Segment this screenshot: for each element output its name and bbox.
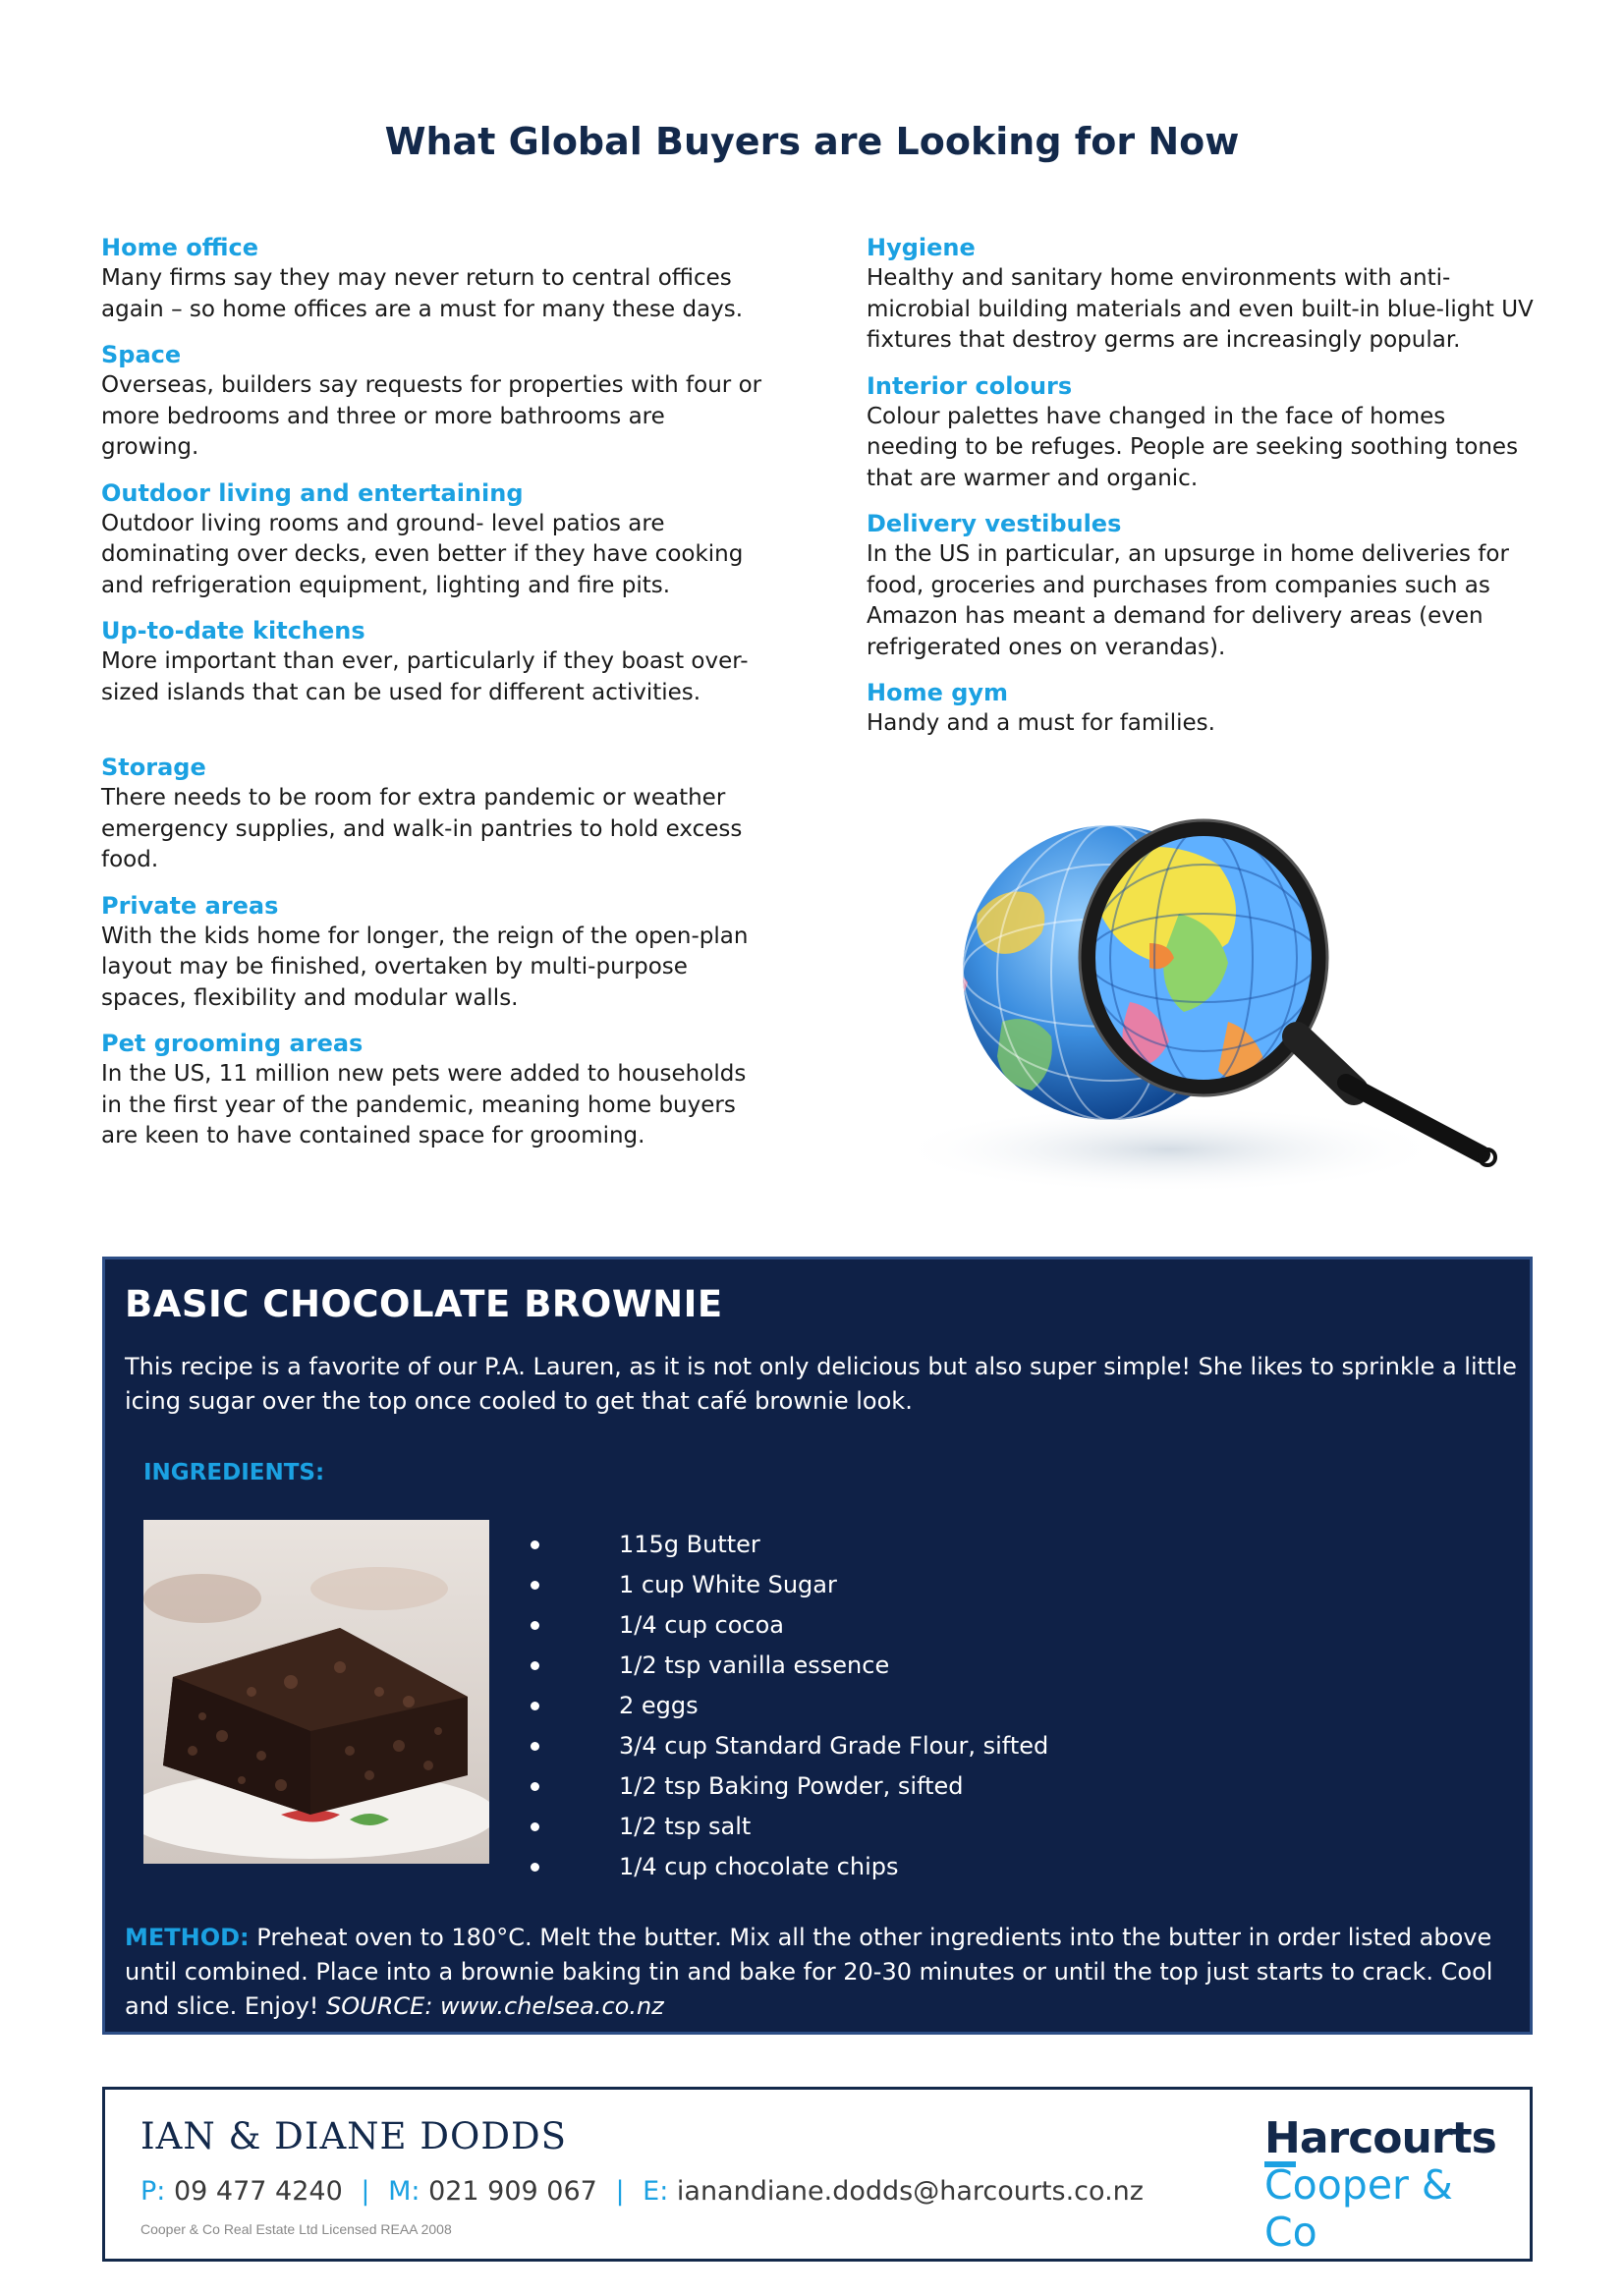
license-text: Cooper & Co Real Estate Ltd Licensed REAA 2008 (140, 2221, 452, 2237)
separator: | (361, 2176, 370, 2207)
email-label: E: (643, 2176, 669, 2207)
mobile-number[interactable]: 021 909 067 (428, 2176, 597, 2207)
bullet-icon (531, 1540, 539, 1549)
contact-line (140, 2176, 1144, 2207)
feature-item (101, 752, 769, 876)
ingredient-text: 115g Butter (619, 1531, 760, 1558)
feature-heading: Delivery vestibules (867, 510, 1122, 537)
bullet-icon (531, 1782, 539, 1791)
ingredient-item (531, 1565, 1048, 1605)
feature-item (867, 508, 1535, 663)
bullet-icon (531, 1661, 539, 1670)
feature-heading: Up-to-date kitchens (101, 617, 365, 644)
bullet-icon (531, 1822, 539, 1831)
ingredient-item (531, 1726, 1048, 1766)
ingredient-item (531, 1605, 1048, 1646)
recipe-method (125, 1921, 1525, 2024)
feature-text: In the US, 11 million new pets were added to households in the first year of the pandemic, meaning home buyers are keen to have contained space for grooming. (101, 1061, 747, 1148)
spacer (101, 722, 769, 752)
harcourts-logo (1264, 2113, 1510, 2256)
feature-item (101, 890, 769, 1015)
feature-text: Many firms say they may never return to central offices again – so home offices are a must for many these days. (101, 265, 744, 322)
feature-text: Colour palettes have changed in the face of homes needing to be refuges. People are seeking soothing tones that are warmer and organic. (867, 403, 1519, 491)
feature-heading: Home gym (867, 679, 1009, 706)
page-title: What Global Buyers are Looking for Now (384, 120, 1240, 163)
method-text: Preheat oven to 180°C. Melt the butter. Mix all the other ingredients into the butter in order listed above until combined. Place into a brownie baking tin and bake for 20-30 minutes or until the top just starts to crack. Cool and slice. Enjoy! (125, 1924, 1493, 2020)
recipe-title: BASIC CHOCOLATE BROWNIE (125, 1283, 723, 1325)
bullet-icon (531, 1621, 539, 1630)
feature-item (101, 232, 769, 325)
ingredient-text: 1/4 cup cocoa (619, 1611, 784, 1639)
agent-footer (102, 2087, 1533, 2262)
feature-heading: Home office (101, 234, 258, 261)
ingredient-text: 1/4 cup chocolate chips (619, 1853, 899, 1880)
left-column (101, 232, 769, 1166)
ingredient-item (531, 1766, 1048, 1807)
feature-item (101, 477, 769, 602)
feature-item (101, 339, 769, 464)
email-link[interactable]: ianandiane.dodds@harcourts.co.nz (676, 2176, 1144, 2207)
brand-name: Harcourts (1264, 2113, 1496, 2163)
feature-text: There needs to be room for extra pandemic or weather emergency supplies, and walk-in pantries to hold excess food. (101, 785, 743, 872)
bullet-icon (531, 1742, 539, 1751)
separator: | (615, 2176, 625, 2207)
feature-heading: Private areas (101, 891, 279, 920)
feature-heading: Pet grooming areas (101, 1030, 364, 1057)
bullet-icon (531, 1702, 539, 1710)
feature-item (867, 370, 1535, 495)
agent-name: IAN & DIANE DODDS (140, 2115, 567, 2157)
ingredient-text: 1/2 tsp Baking Powder, sifted (619, 1772, 964, 1800)
feature-item (101, 1028, 769, 1152)
phone-label: P: (140, 2176, 166, 2207)
mobile-label: M: (388, 2176, 420, 2207)
recipe-intro: This recipe is a favorite of our P.A. Lauren, as it is not only delicious but also super simple! She likes to sprinkle a little icing sugar over the top once cooled to get that café brownie look. (125, 1353, 1517, 1415)
feature-text: More important than ever, particularly if they boast over-sized islands that can be used for different activities. (101, 648, 749, 705)
right-column (867, 232, 1535, 754)
brownie-illustration (143, 1520, 489, 1864)
recipe-box (102, 1257, 1533, 2035)
feature-text: In the US in particular, an upsurge in home deliveries for food, groceries and purchases from companies such as Amazon has meant a demand for delivery areas (even refrigerated ones on verandas). (867, 541, 1509, 660)
bullet-icon (531, 1581, 539, 1590)
recipe-source: SOURCE: www.chelsea.co.nz (326, 1992, 664, 2020)
ingredient-text: 1 cup White Sugar (619, 1571, 837, 1598)
feature-text: With the kids home for longer, the reign of the open-plan layout may be finished, overtaken by multi-purpose spaces, flexibility and modular walls. (101, 923, 749, 1011)
feature-item (101, 615, 769, 708)
feature-item (867, 232, 1535, 357)
feature-heading: Space (101, 341, 182, 368)
ingredient-item (531, 1646, 1048, 1686)
globe-magnifier-illustration (884, 796, 1513, 1228)
feature-text: Outdoor living rooms and ground- level patios are dominating over decks, even better if they have cooking and refrigeration equipment, lighting and fire pits. (101, 510, 744, 598)
feature-heading: Hygiene (867, 234, 976, 261)
phone-number[interactable]: 09 477 4240 (173, 2176, 343, 2207)
ingredient-item (531, 1807, 1048, 1847)
brownie-photo (143, 1520, 489, 1864)
feature-heading: Outdoor living and entertaining (101, 478, 524, 507)
ingredients-list (531, 1525, 1048, 1887)
ingredient-text: 1/2 tsp salt (619, 1813, 752, 1840)
feature-heading: Interior colours (867, 371, 1073, 400)
brand-office: Cooper & Co (1264, 2161, 1453, 2256)
feature-heading: Storage (101, 754, 206, 781)
globe-magnifier-image (884, 796, 1513, 1228)
ingredient-text: 1/2 tsp vanilla essence (619, 1651, 890, 1679)
feature-text: Healthy and sanitary home environments with anti-microbial building materials and even built-in blue-light UV fixtures that destroy germs are increasingly popular. (867, 265, 1534, 353)
ingredient-text: 3/4 cup Standard Grade Flour, sifted (619, 1732, 1049, 1760)
feature-text: Overseas, builders say requests for properties with four or more bedrooms and three or more bathrooms are growing. (101, 372, 762, 460)
ingredient-item (531, 1847, 1048, 1887)
ingredient-text: 2 eggs (619, 1692, 699, 1719)
method-label: METHOD: (125, 1924, 250, 1951)
feature-item (867, 677, 1535, 740)
ingredient-item (531, 1525, 1048, 1565)
bullet-icon (531, 1863, 539, 1872)
ingredient-item (531, 1686, 1048, 1726)
feature-text: Handy and a must for families. (867, 710, 1215, 736)
ingredients-label: INGREDIENTS: (143, 1460, 325, 1485)
